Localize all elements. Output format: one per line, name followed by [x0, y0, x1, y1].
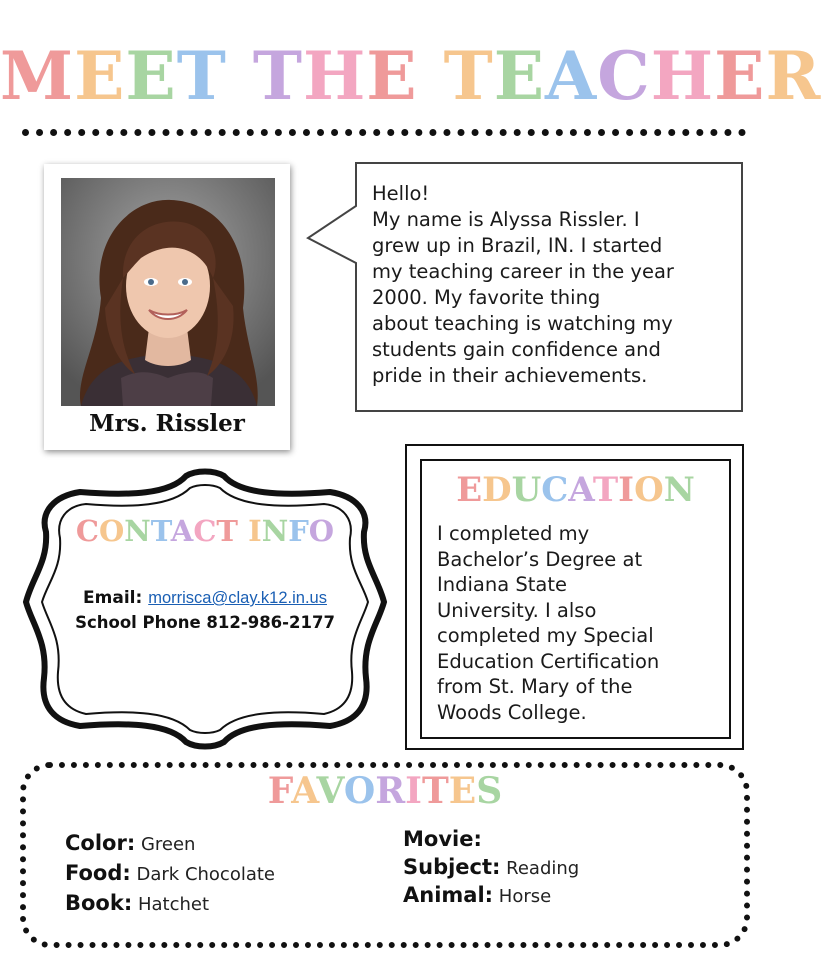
contact-email-row — [30, 588, 380, 608]
intro-line: about teaching is watching my — [372, 312, 673, 335]
intro-line: My name is Alyssa Rissler. I — [372, 208, 640, 231]
email-link[interactable]: morrisca@clay.k12.in.us — [148, 589, 327, 607]
school-phone: School Phone 812-986-2177 — [75, 613, 335, 632]
education-line: completed my Special — [437, 624, 654, 647]
favorite-label: Subject: — [403, 855, 501, 879]
intro-line: Hello! — [372, 182, 430, 205]
education-line: Indiana State — [437, 573, 567, 596]
teacher-name-caption: Mrs. Rissler — [89, 410, 245, 437]
page-title-text: MEET THE TEACHER — [0, 37, 821, 115]
intro-line: pride in their achievements. — [372, 364, 648, 387]
contact-info-heading-text: CONTACT INFO — [75, 514, 335, 548]
education-text — [437, 521, 727, 725]
dotted-divider — [22, 129, 746, 136]
intro-line: my teaching career in the year — [372, 260, 674, 283]
favorite-value: Dark Chocolate — [130, 864, 276, 885]
email-label: Email: — [83, 588, 143, 608]
favorite-value: Reading — [500, 858, 580, 879]
intro-line: grew up in Brazil, IN. I started — [372, 234, 663, 257]
education-line: Woods College. — [437, 700, 587, 724]
favorites-left-column — [65, 829, 275, 919]
intro-line: 2000. My favorite thing — [372, 286, 601, 309]
favorites-heading-text: FAVORITES — [267, 770, 503, 812]
favorite-value: Horse — [493, 886, 552, 907]
favorite-value: Green — [135, 834, 196, 855]
favorites-heading — [20, 770, 750, 812]
teacher-portrait-icon — [61, 178, 275, 406]
favorite-label: Color: — [65, 831, 136, 855]
teacher-photo-card — [44, 164, 290, 450]
favorite-label: Book: — [65, 891, 133, 915]
favorite-label: Food: — [65, 861, 131, 885]
education-line: I completed my — [437, 522, 590, 545]
education-heading — [420, 470, 731, 510]
contact-info-heading — [30, 514, 380, 548]
favorites-right-column — [403, 826, 579, 910]
favorite-value: Hatchet — [132, 894, 210, 915]
education-line: from St. Mary of the — [437, 675, 633, 698]
favorite-item — [403, 826, 579, 854]
page-title — [0, 28, 821, 124]
education-line: Bachelor’s Degree at — [437, 547, 643, 571]
favorite-item — [65, 829, 275, 859]
intro-line: students gain confidence and — [372, 338, 661, 361]
favorite-label: Movie: — [403, 827, 482, 851]
teacher-photo — [61, 178, 275, 406]
education-line: Education Certification — [437, 649, 660, 673]
favorite-label: Animal: — [403, 883, 494, 907]
education-line: University. I also — [437, 598, 597, 622]
favorite-item — [65, 889, 275, 919]
education-heading-text: EDUCATION — [456, 470, 695, 510]
favorite-item — [403, 854, 579, 882]
favorite-item — [403, 882, 579, 910]
intro-text — [372, 181, 732, 389]
favorite-item — [65, 859, 275, 889]
